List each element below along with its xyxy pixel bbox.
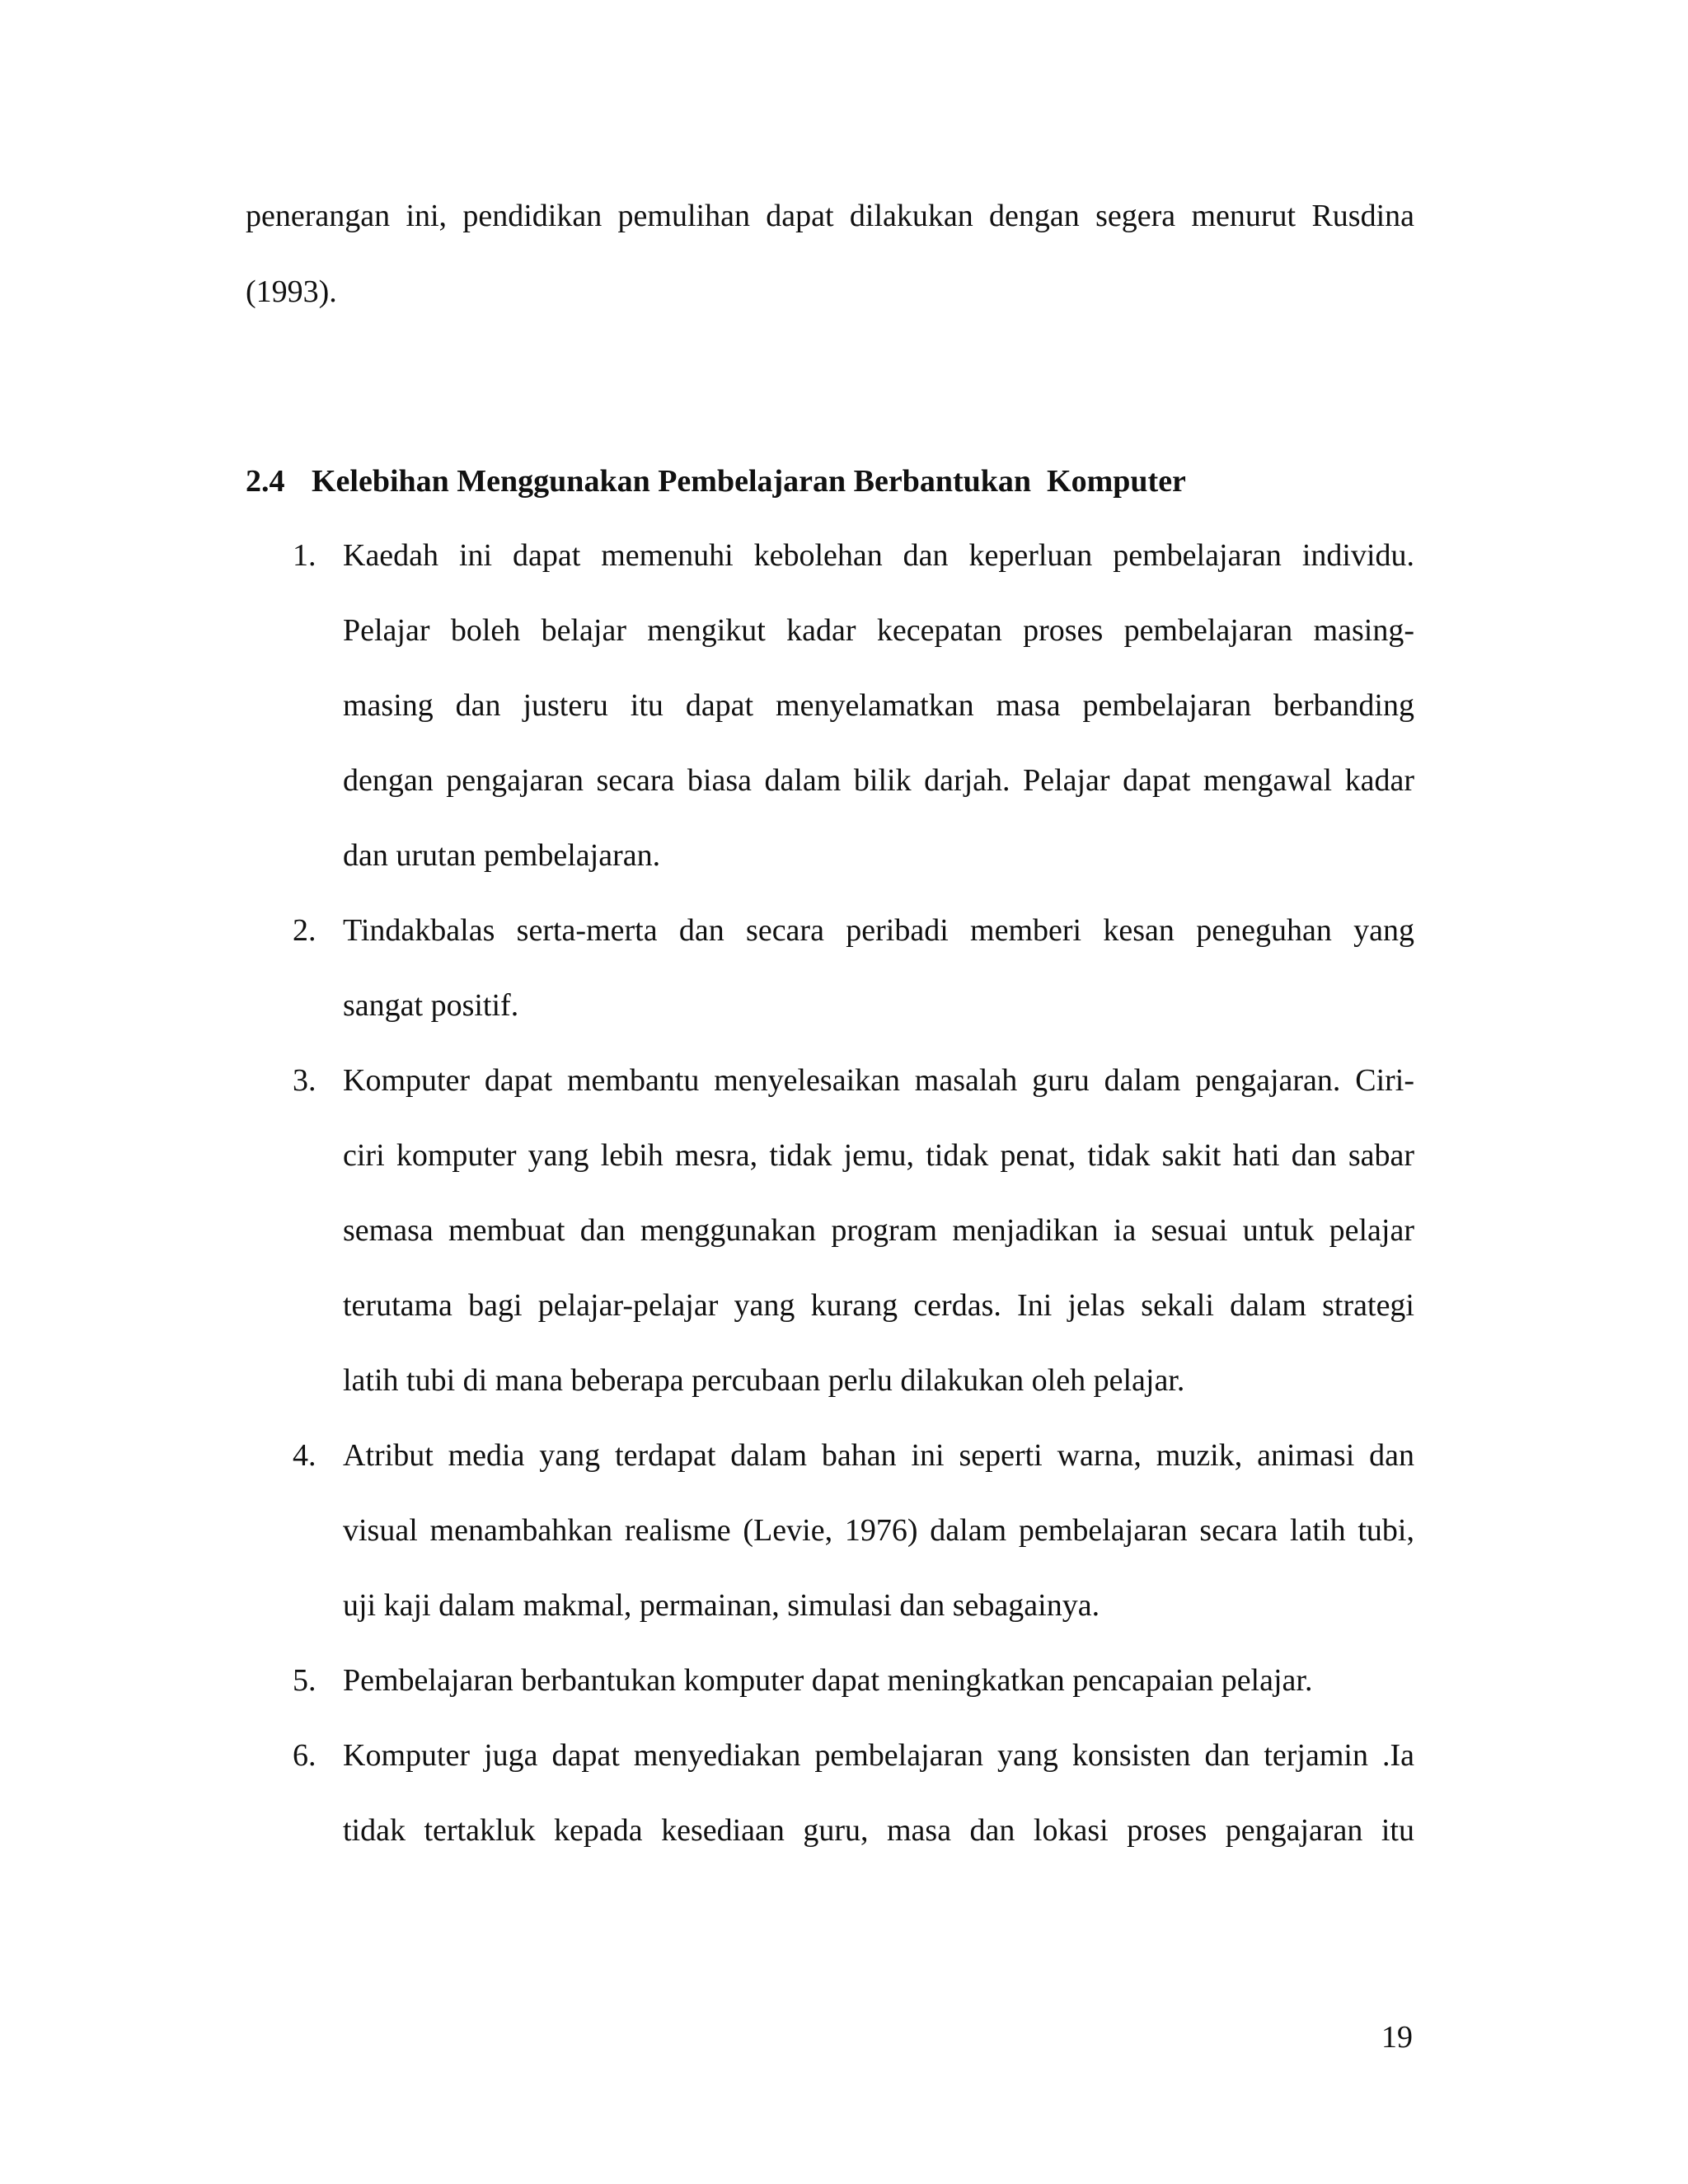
- intro-line: (1993).: [246, 274, 337, 309]
- list-item-line: ciri komputer yang lebih mesra, tidak jemu, tidak penat, tidak sakit hati dan sabar: [343, 1138, 1414, 1173]
- list-item-line: Pelajar boleh belajar mengikut kadar kecepatan proses pembelajaran masing-: [343, 613, 1414, 648]
- list-item-line: uji kaji dalam makmal, permainan, simulasi dan sebagainya.: [343, 1588, 1100, 1623]
- list-item-line: visual menambahkan realisme (Levie, 1976) dalam pembelajaran secara latih tubi,: [343, 1513, 1414, 1548]
- list-item-line: terutama bagi pelajar-pelajar yang kurang cerdas. Ini jelas sekali dalam strategi: [343, 1288, 1414, 1323]
- list-item-number: 5.: [293, 1663, 316, 1698]
- list-item-line: masing dan justeru itu dapat menyelamatkan masa pembelajaran berbanding: [343, 688, 1414, 723]
- list-item-number: 4.: [293, 1438, 316, 1473]
- list-item-line: latih tubi di mana beberapa percubaan perlu dilakukan oleh pelajar.: [343, 1363, 1185, 1398]
- intro-line: penerangan ini, pendidikan pemulihan dapat dilakukan dengan segera menurut Rusdina: [246, 199, 1414, 233]
- section-heading: [246, 462, 1186, 501]
- list-item-number: 3.: [293, 1063, 316, 1098]
- list-item-line: dan urutan pembelajaran.: [343, 838, 661, 873]
- list-item-line: sangat positif.: [343, 988, 519, 1023]
- list-item-line: Atribut media yang terdapat dalam bahan ini seperti warna, muzik, animasi dan: [343, 1438, 1414, 1473]
- list-item-line: semasa membuat dan menggunakan program menjadikan ia sesuai untuk pelajar: [343, 1213, 1414, 1248]
- page-number: 19: [1381, 2020, 1413, 2055]
- list-item-number: 2.: [293, 913, 316, 948]
- list-item-line: Kaedah ini dapat memenuhi kebolehan dan keperluan pembelajaran individu.: [343, 538, 1414, 573]
- list-item-line: Tindakbalas serta-merta dan secara peribadi memberi kesan peneguhan yang: [343, 913, 1414, 948]
- section-title: Kelebihan Menggunakan Pembelajaran Berbantukan Komputer: [312, 464, 1186, 499]
- list-item-line: tidak tertakluk kepada kesediaan guru, masa dan lokasi proses pengajaran itu: [343, 1813, 1414, 1848]
- list-item-number: 6.: [293, 1738, 316, 1773]
- list-item-line: Komputer dapat membantu menyelesaikan masalah guru dalam pengajaran. Ciri-: [343, 1063, 1414, 1098]
- list-item-line: Pembelajaran berbantukan komputer dapat meningkatkan pencapaian pelajar.: [343, 1663, 1313, 1698]
- list-item-line: dengan pengajaran secara biasa dalam bilik darjah. Pelajar dapat mengawal kadar: [343, 763, 1414, 798]
- section-number: 2.4: [246, 464, 285, 499]
- list-item-line: Komputer juga dapat menyediakan pembelajaran yang konsisten dan terjamin .Ia: [343, 1738, 1414, 1773]
- list-item-number: 1.: [293, 538, 316, 573]
